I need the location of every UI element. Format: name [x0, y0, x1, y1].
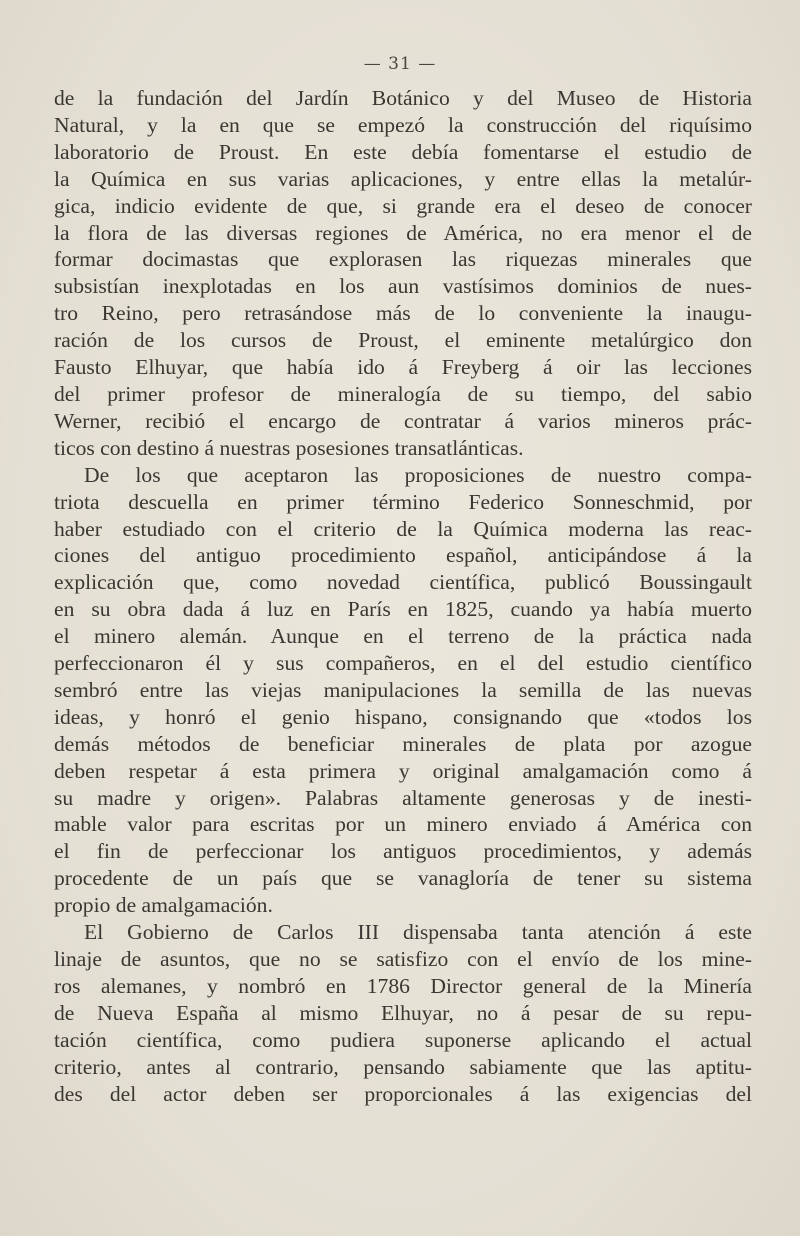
text-line: su madre y origen». Palabras altamente generosas y de inesti-	[54, 785, 752, 810]
text-line: El Gobierno de Carlos III dispensaba tanta atención á este	[84, 920, 752, 945]
text-line: triota descuella en primer término Federico Sonneschmid, por	[54, 489, 752, 514]
text-line: la flora de las diversas regiones de América, no era menor el de	[54, 220, 752, 245]
text-line: formar docimastas que explorasen las riquezas minerales que	[54, 247, 752, 272]
text-line: procedente de un país que se vanagloría de tener su sistema	[54, 866, 752, 891]
text-line: subsistían inexplotadas en los aun vastísimos dominios de nues-	[54, 274, 752, 299]
text-line: en su obra dada á luz en París en 1825, cuando ya había muerto	[54, 597, 752, 622]
text-line: des del actor deben ser proporcionales á las exigencias del	[54, 1081, 752, 1106]
text-line: tación científica, como pudiera suponerse aplicando el actual	[54, 1027, 752, 1052]
text-line: perfeccionaron él y sus compañeros, en el del estudio científico	[54, 651, 752, 676]
text-line: sembró entre las viejas manipulaciones la semilla de las nuevas	[54, 677, 752, 702]
text-line: ración de los cursos de Proust, el eminente metalúrgico don	[54, 328, 752, 353]
text-line: explicación que, como novedad científica, publicó Boussingault	[54, 570, 752, 595]
text-line: de la fundación del Jardín Botánico y del Museo de Historia	[54, 86, 752, 110]
text-line: ideas, y honró el genio hispano, consignando que «todos los	[54, 704, 752, 729]
text-line: ros alemanes, y nombró en 1786 Director general de la Minería	[54, 973, 752, 998]
text-line: De los que aceptaron las proposiciones de nuestro compa-	[84, 462, 752, 487]
text-line: ticos con destino á nuestras posesiones transatlánticas.	[54, 435, 524, 460]
text-line: mable valor para escritas por un minero enviado á América con	[54, 812, 752, 837]
text-line: ciones del antiguo procedimiento español, anticipándose á la	[54, 543, 752, 568]
text-line: Werner, recibió el encargo de contratar á varios mineros prác-	[54, 408, 752, 433]
text-line: haber estudiado con el criterio de la Química moderna las reac-	[54, 516, 752, 541]
text-line: la Química en sus varias aplicaciones, y entre ellas la metalúr-	[54, 166, 752, 191]
text-line: Natural, y la en que se empezó la construcción del riquísimo	[54, 112, 752, 137]
text-line: linaje de asuntos, que no se satisfizo con el envío de los mine-	[54, 947, 752, 971]
text-line: criterio, antes al contrario, pensando sabiamente que las aptitu-	[54, 1054, 752, 1079]
text-line: laboratorio de Proust. En este debía fomentarse el estudio de	[54, 139, 752, 164]
page-number: — 31 —	[363, 54, 437, 74]
text-line: Fausto Elhuyar, que había ido á Freyberg á oir las lecciones	[54, 355, 752, 380]
body-text	[54, 85, 752, 1107]
text-line: el minero alemán. Aunque en el terreno de la práctica nada	[54, 624, 752, 649]
text-line: tro Reino, pero retrasándose más de lo conveniente la inaugu-	[54, 301, 752, 326]
text-line: del primer profesor de mineralogía de su tiempo, del sabio	[54, 381, 752, 406]
text-line: de Nueva España al mismo Elhuyar, no á pesar de su repu-	[54, 1000, 752, 1025]
text-line: el fin de perfeccionar los antiguos procedimientos, y además	[54, 839, 752, 864]
text-line: gica, indicio evidente de que, si grande era el deseo de conocer	[54, 193, 752, 218]
text-line: propio de amalgamación.	[54, 893, 273, 918]
text-line: deben respetar á esta primera y original amalgamación como á	[54, 758, 752, 783]
text-line: demás métodos de beneficiar minerales de plata por azogue	[54, 731, 752, 756]
